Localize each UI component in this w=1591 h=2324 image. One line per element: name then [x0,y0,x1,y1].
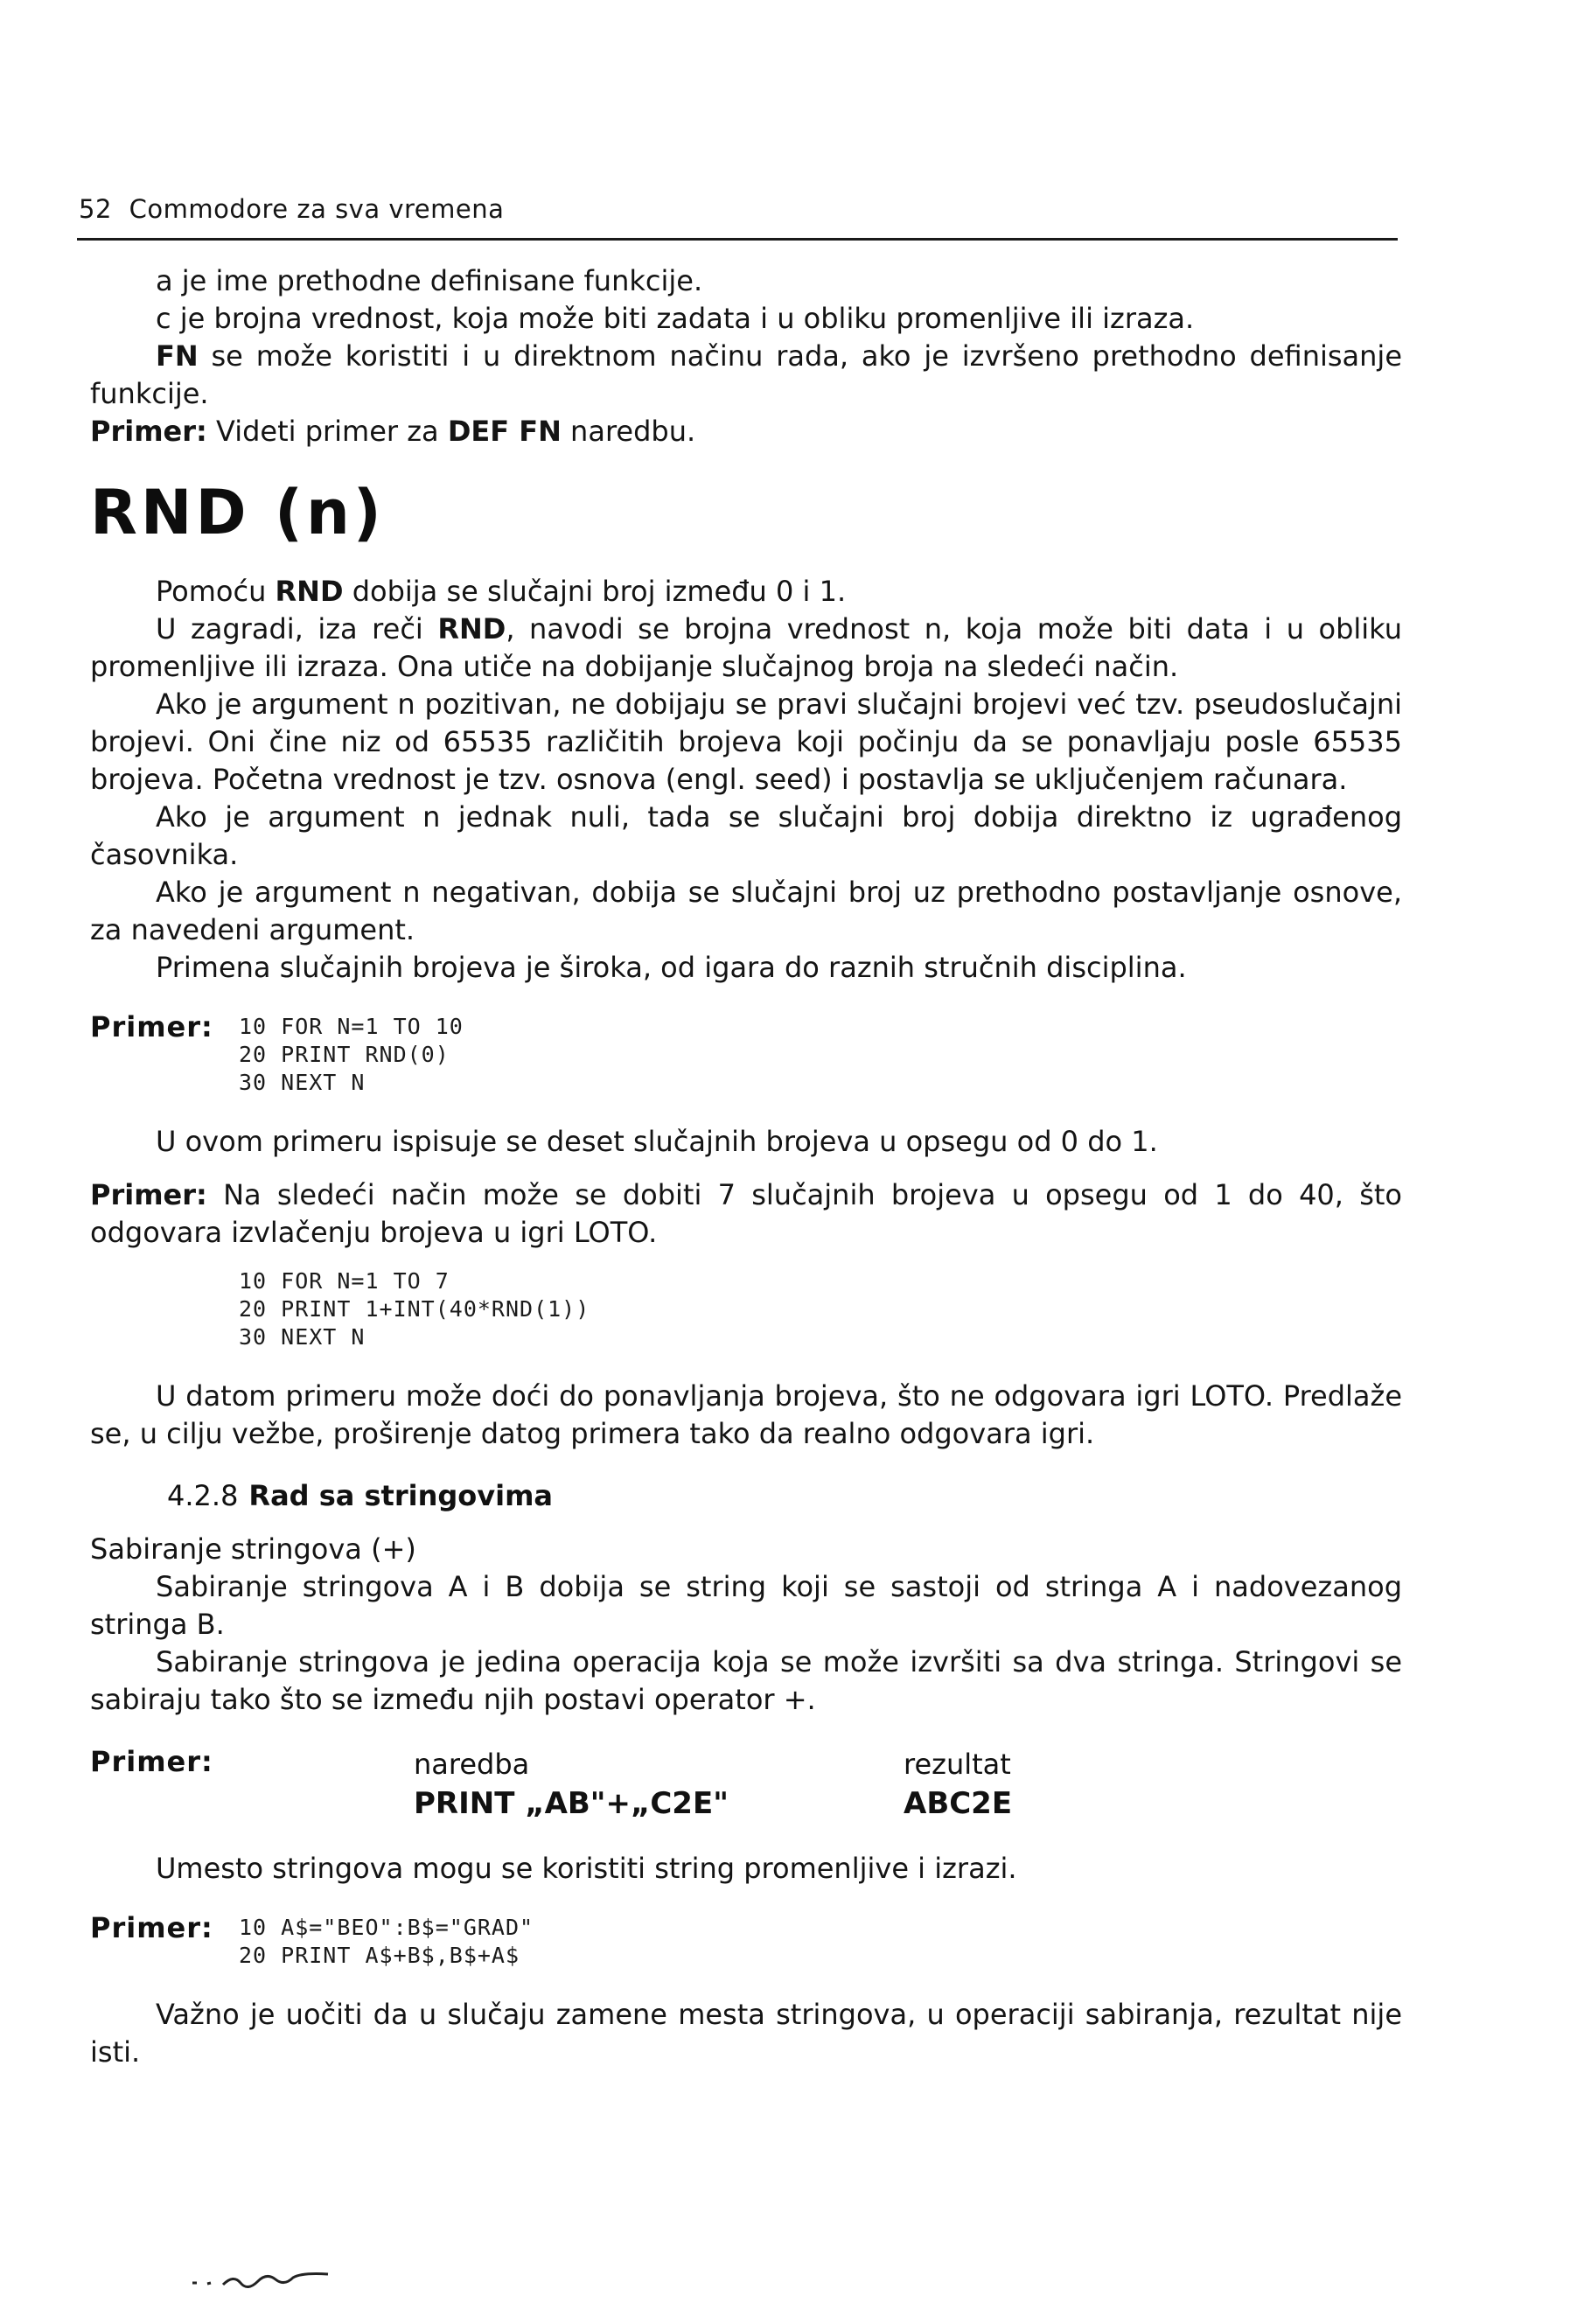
example-label: Primer: [90,1010,213,1043]
rnd-para-5: Ako je argument n negativan, dobija se slučajni broj uz prethodno postavljanje osnove, za navedeni argument. [90,876,1402,946]
rnd-example-2-text [90,1176,1402,1252]
code-listing-strings: 10 A$="BEO":B$="GRAD" 20 PRINT A$+B$,B$+A$ [239,1915,534,1968]
intro-para-2 [90,300,1402,338]
rnd-text-1b: dobija se slučajni broj između 0 i 1. [343,575,847,608]
rnd-example-2-desc: Na sledeći način može se dobiti 7 slučajnih brojeva u opsegu od 1 do 40, što odgovara izvlačenju brojeva u igri LOTO. [90,1178,1402,1249]
rnd-example-1 [90,1010,1402,1097]
column-command-head: naredba [414,1748,530,1781]
rnd-text-2b: , navodi se brojna vrednost n, koja može biti data i u obliku promenljive ili izraza. Ona utiče na dobijanje slučajnog broja na sledeći način. [90,612,1403,683]
intro-text-4: Videti primer za [206,415,448,448]
column-result-value: ABC2E [904,1786,1013,1821]
page-number: 52 [79,194,112,224]
rnd-heading: RND (n) [90,477,385,548]
intro-text-2: c je brojna vrednost, koja može biti zadata i u obliku promenljive ili izraza. [156,302,1195,335]
strings-subheading: Sabiranje stringova (+) [90,1532,416,1566]
section-title: Rad sa stringovima [248,1479,554,1512]
header-rule [77,238,1398,241]
rnd-para-2 [90,611,1402,686]
handwritten-mark-icon [188,2257,345,2300]
column-result-head: rezultat [904,1748,1011,1781]
strings-example-table [90,1745,1402,1824]
running-title: Commodore za sva vremena [129,194,505,224]
rnd-para-3: Ako je argument n pozitivan, ne dobijaju se pravi slučajni brojevi već tzv. pseudoslučajni brojevi. Oni čine niz od 65535 različitih brojeva koji počinju da se ponavljaju posle 65535 brojeva. Početna vrednost je tzv. osnova (engl. seed) i postavlja se uključenjem računara. [90,687,1402,796]
column-command [414,1745,904,1824]
rnd-text-1a: Pomoću [156,575,276,608]
intro-para-4 [90,413,1402,450]
example-label: Primer: [90,1745,213,1778]
rnd-para-7: U ovom primeru ispisuje se deset slučajnih brojeva u opsegu od 0 do 1. [156,1125,1158,1158]
code-listing-rnd: 10 FOR N=1 TO 10 20 PRINT RND(0) 30 NEXT N [239,1014,464,1095]
intro-text-4-end: naredbu. [561,415,696,448]
example-label: Primer: [90,415,207,448]
strings-para-4: Važno je uočiti da u slučaju zamene mesta stringova, u operaciji sabiranja, rezultat nije isti. [90,1998,1402,2069]
intro-para-3 [90,338,1402,413]
section-number: 4.2.8 [167,1479,239,1512]
keyword-rnd: RND [275,575,344,608]
main-content [90,247,1402,2071]
rnd-para-6: Primena slučajnih brojeva je široka, od igara do raznih stručnih disciplina. [156,951,1187,984]
rnd-para-8: U datom primeru može doći do ponavljanja brojeva, što ne odgovara igri LOTO. Predlaže se, u cilju vežbe, proširenje datog primera tako da realno odgovara igri. [90,1379,1402,1450]
keyword-fn: FN [156,339,199,373]
strings-para-2: Sabiranje stringova je jedina operacija koja se može izvršiti sa dva stringa. Stringovi se sabiraju tako što se između njih postavi operator +. [90,1645,1402,1716]
strings-para-1: Sabiranje stringova A i B dobija se string koji se sastoji od stringa A i nadovezanog stringa B. [90,1570,1402,1641]
strings-para-3: Umesto stringova mogu se koristiti string promenljive i izrazi. [156,1852,1017,1885]
keyword-rnd: RND [437,612,506,646]
rnd-para-1 [90,573,1402,611]
column-result [904,1745,1393,1824]
section-heading [167,1477,1402,1515]
strings-example-2 [90,1911,1402,1970]
keyword-def-fn: DEF FN [447,415,562,448]
example-label: Primer: [90,1911,213,1944]
intro-text-1: a je ime prethodne definisane funkcije. [156,264,703,297]
rnd-para-4: Ako je argument n jednak nuli, tada se slučajni broj dobija direktno iz ugrađenog časovnika. [90,800,1402,871]
example-label: Primer: [90,1178,207,1211]
intro-text-3: se može koristiti i u direktnom načinu rada, ako je izvršeno prethodno definisanje funkcije. [90,339,1402,410]
intro-para-1 [90,262,1402,300]
running-header [79,194,504,224]
rnd-text-2a: U zagradi, iza reči [156,612,438,646]
code-listing-loto: 10 FOR N=1 TO 7 20 PRINT 1+INT(40*RND(1)) 30 NEXT N [239,1268,590,1350]
column-command-value: PRINT „AB"+„C2E" [414,1786,729,1821]
